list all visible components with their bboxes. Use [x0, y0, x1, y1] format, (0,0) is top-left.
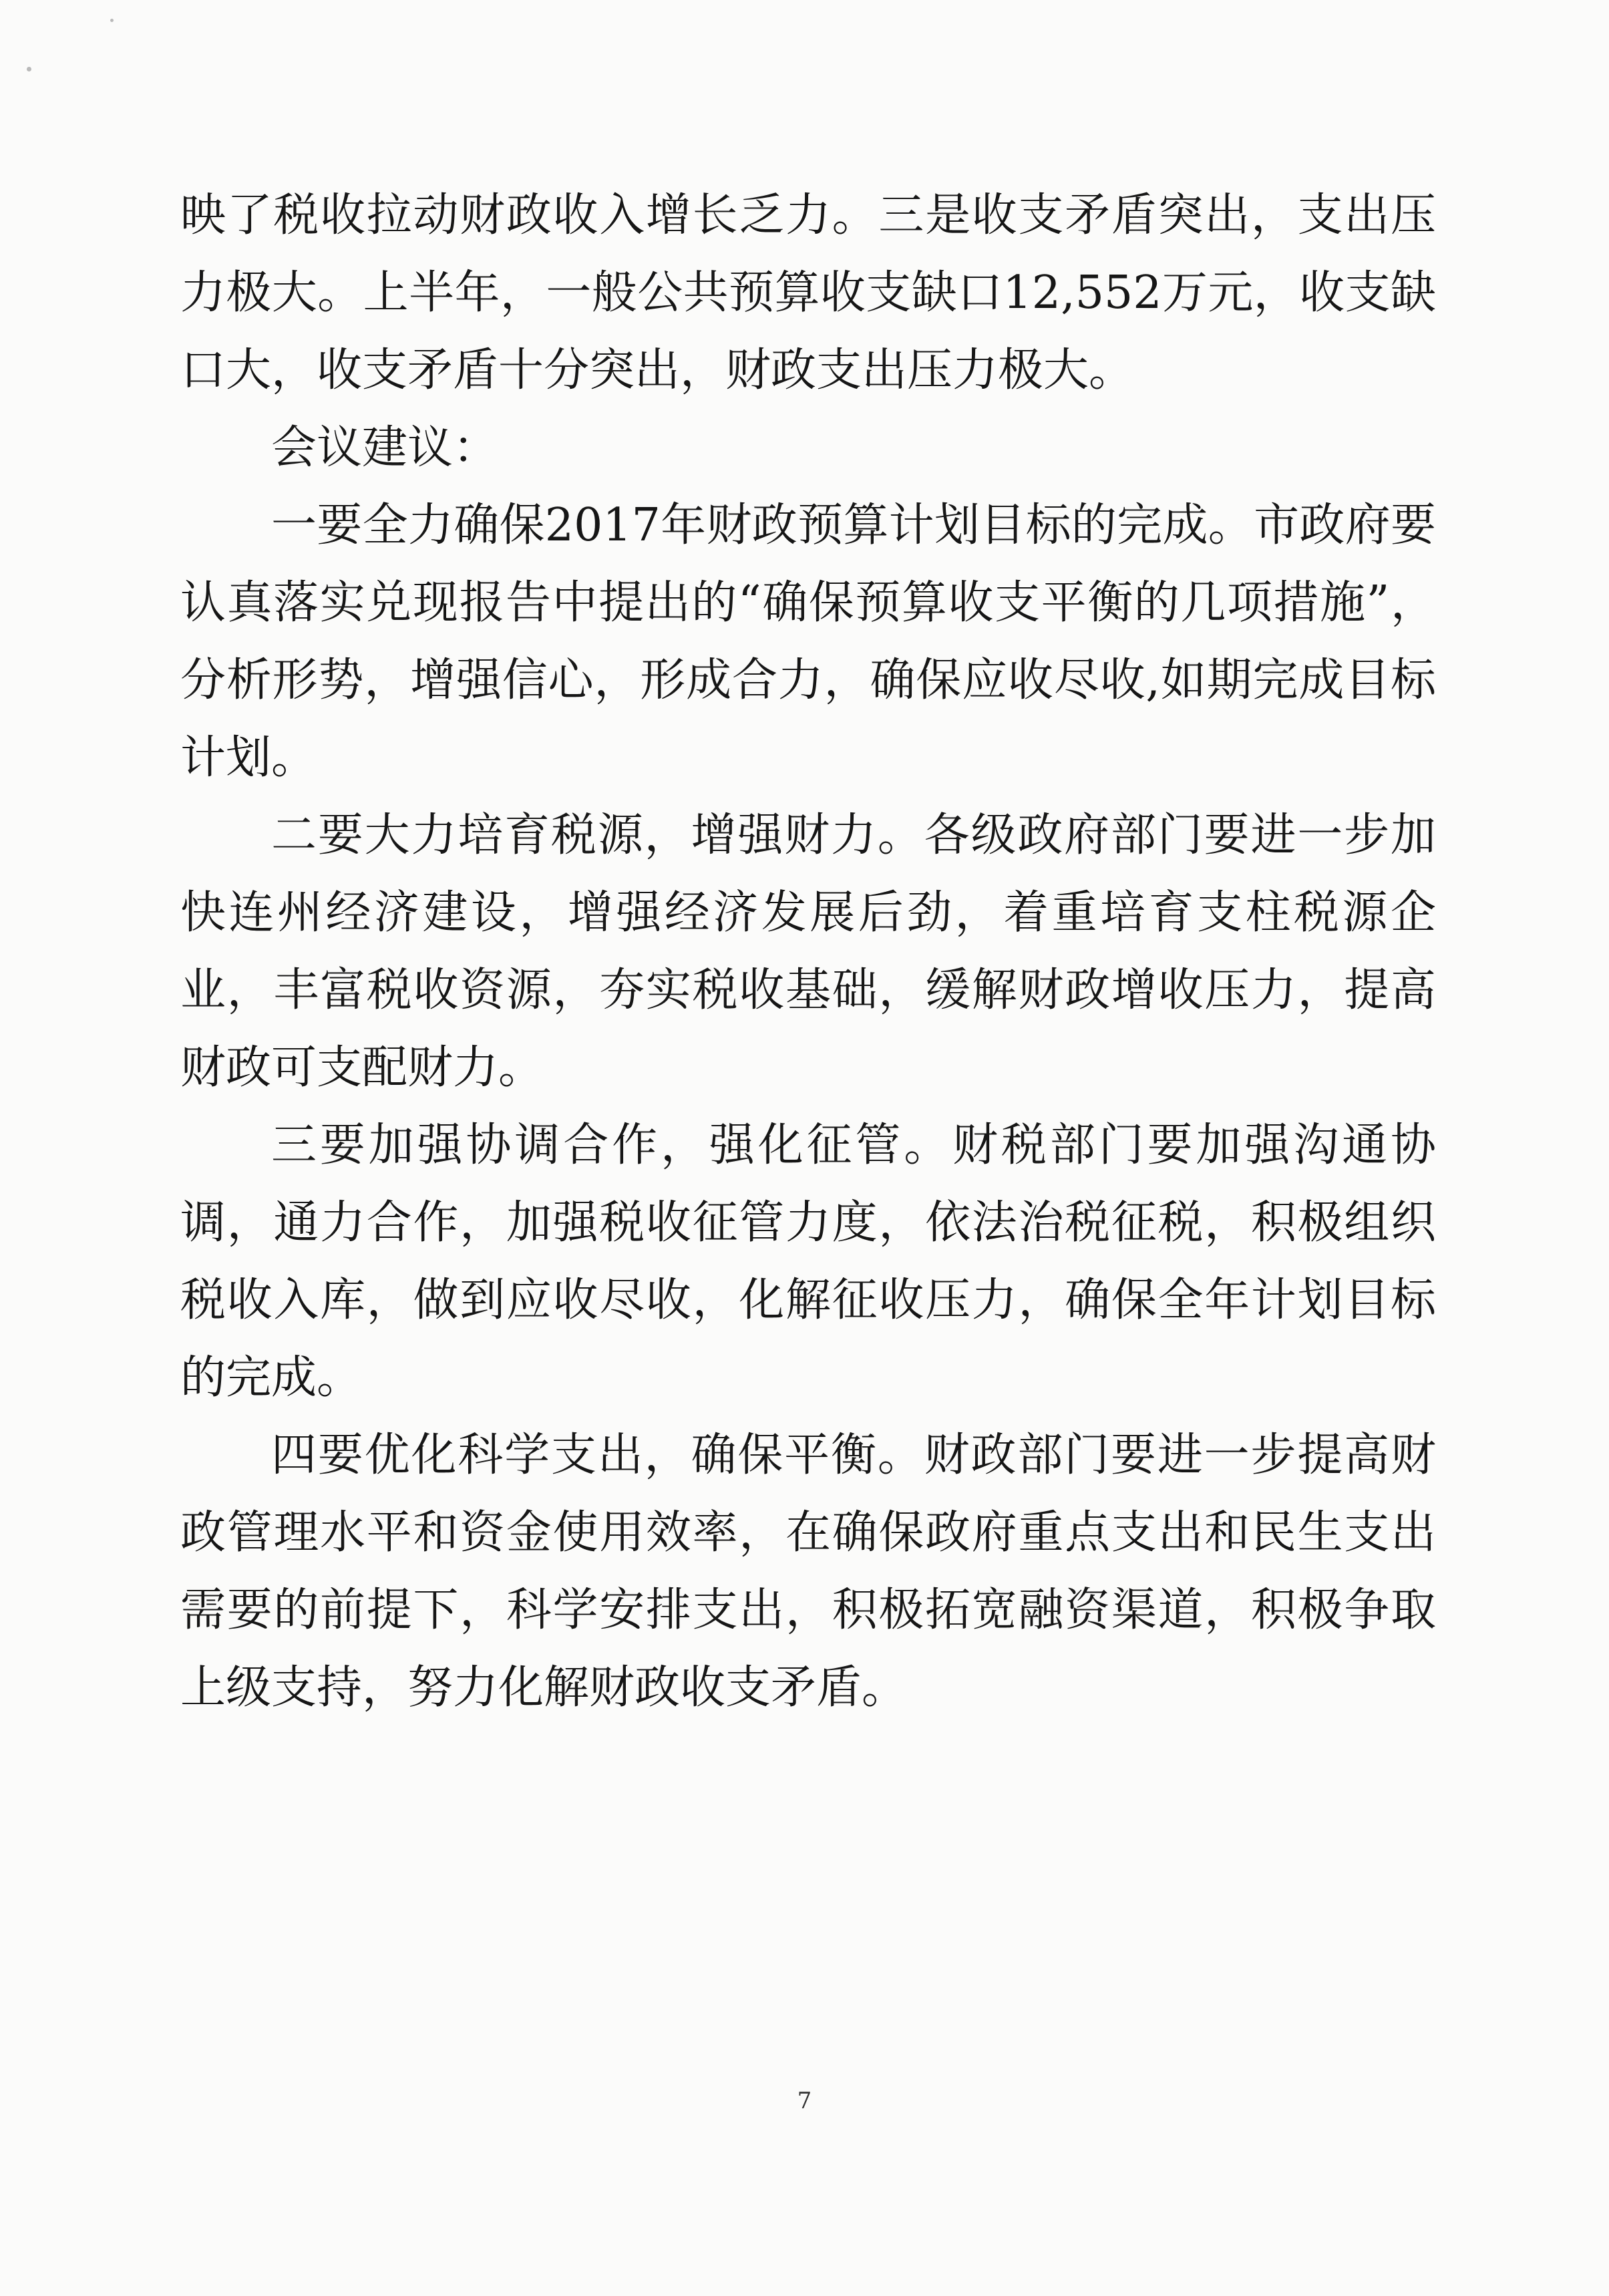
page-number: 7: [797, 2088, 812, 2114]
document-body: [180, 177, 1436, 1727]
scan-speck: [27, 67, 31, 71]
paragraph-suggestion-3: 三要加强协调合作，强化征管。财税部门要加强沟通协调，通力合作，加强税收征管力度，依法治税征税，积极组织税收入库，做到应收尽收，化解征收压力，确保全年计划目标的完成。: [180, 1119, 1436, 1404]
paragraph-continuation: 映了税收拉动财政收入增长乏力。三是收支矛盾突出，支出压力极大。上半年，一般公共预算收支缺口12,552万元，收支缺口大，收支矛盾十分突出，财政支出压力极大。: [180, 189, 1436, 397]
scan-speck: [110, 19, 114, 22]
paragraph-meeting-suggestions-heading: 会议建议：: [271, 422, 499, 474]
paragraph-suggestion-4: 四要优化科学支出，确保平衡。财政部门要进一步提高财政管理水平和资金使用效率，在确保政府重点支出和民生支出需要的前提下，科学安排支出，积极拓宽融资渠道，积极争取上级支持，努力化解财政收支矛盾。: [180, 1429, 1436, 1714]
paragraph-suggestion-2: 二要大力培育税源，增强财力。各级政府部门要进一步加快连州经济建设，增强经济发展后劲，着重培育支柱税源企业，丰富税收资源，夯实税收基础，缓解财政增收压力，提高财政可支配财力。: [180, 809, 1436, 1094]
paragraph-suggestion-1: 一要全力确保2017年财政预算计划目标的完成。市政府要认真落实兑现报告中提出的“确保预算收支平衡的几项措施”，分析形势，增强信心，形成合力，确保应收尽收,如期完成目标计划。: [180, 499, 1436, 784]
